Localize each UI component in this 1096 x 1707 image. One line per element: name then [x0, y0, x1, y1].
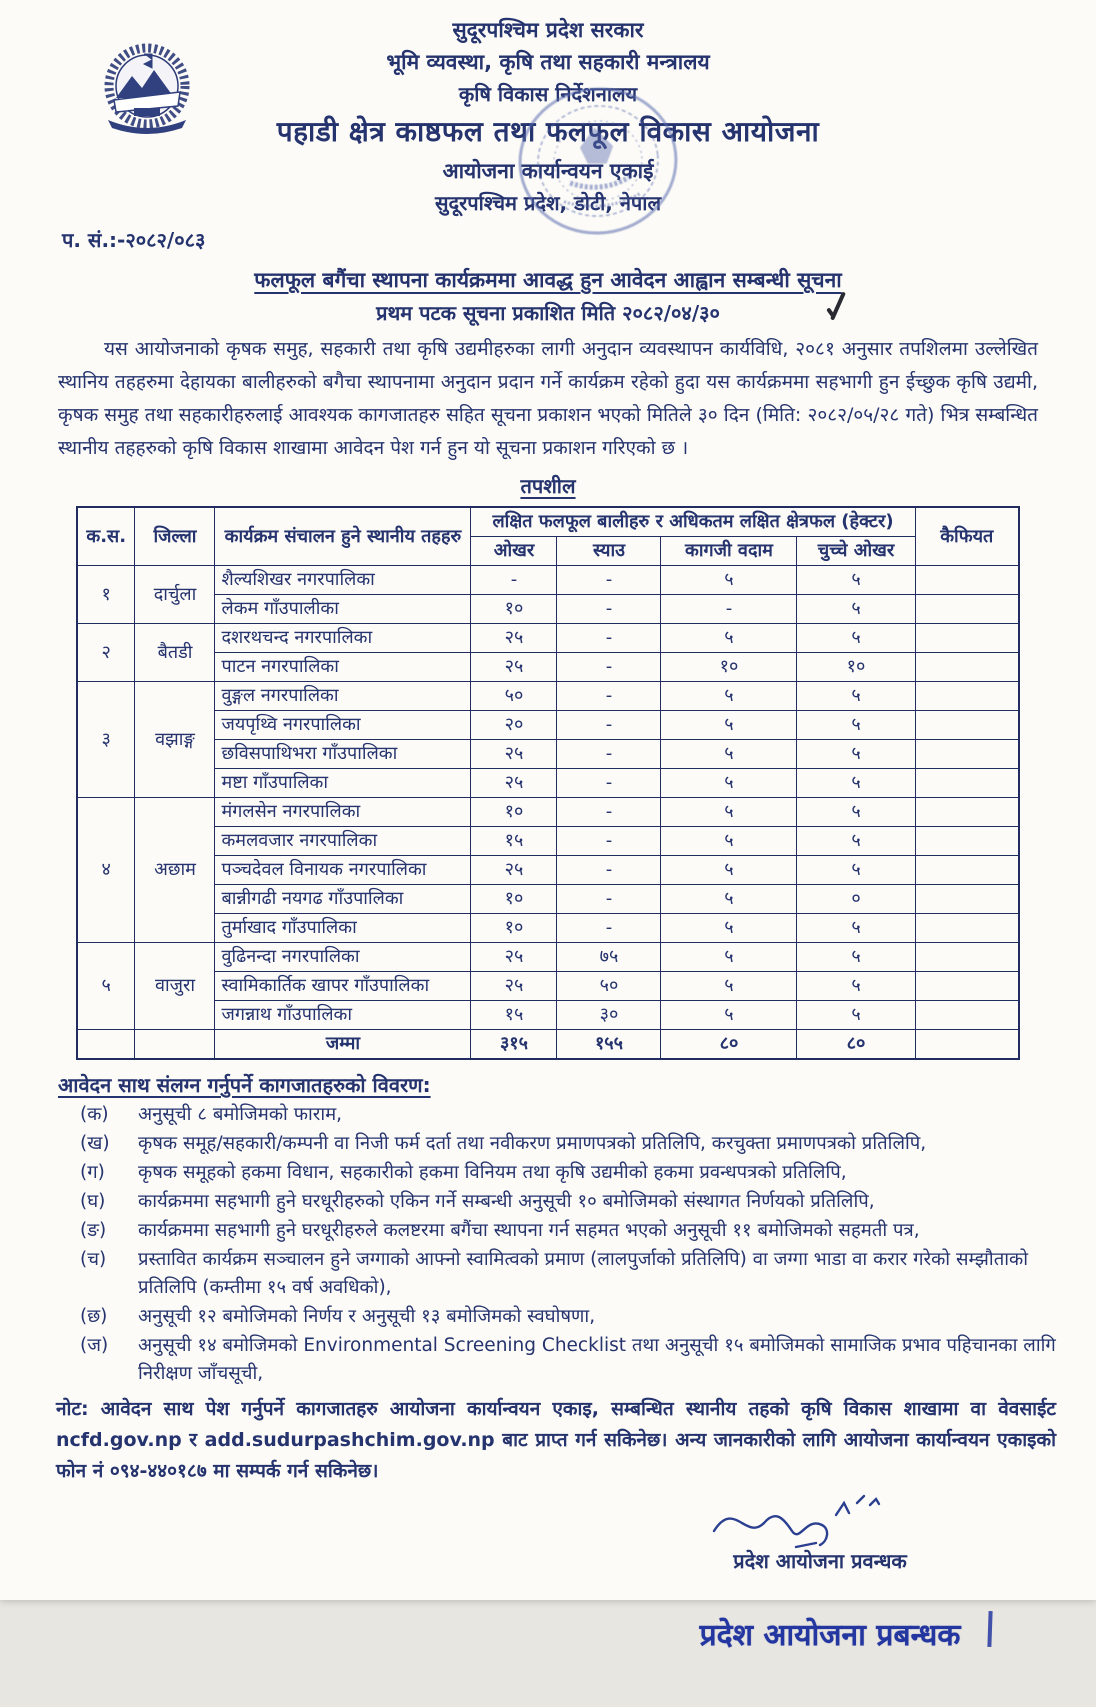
allocation-table: [76, 506, 1020, 1060]
total-label: जम्मा: [215, 1030, 471, 1060]
cell-area-value: -: [557, 711, 661, 740]
cell-serial-number: २: [77, 624, 135, 682]
signatory-title-typed: प्रदेश आयोजना प्रवन्धक: [733, 1549, 907, 1573]
list-item: [80, 1332, 1056, 1388]
cell-remarks: [915, 885, 1019, 914]
cell-area-value: २०: [471, 711, 557, 740]
table-row: [77, 566, 1019, 595]
cell-area-value: ५: [797, 827, 915, 856]
list-item-label: (ग): [80, 1162, 105, 1183]
header-crop-kagaji-badam: कागजी वदाम: [661, 537, 797, 566]
cell-district: वझाङ्ग: [135, 682, 215, 798]
cell-serial-number: ४: [77, 798, 135, 943]
cell-area-value: -: [557, 740, 661, 769]
cell-area-value: ५: [661, 624, 797, 653]
table-row: [77, 740, 1019, 769]
cell-serial-number: १: [77, 566, 135, 624]
cell-area-value: ५: [661, 682, 797, 711]
notice-title: फलफूल बगैंचा स्थापना कार्यक्रममा आवद्ध हुन आवेदन आह्वान सम्बन्धी सूचना: [254, 268, 842, 292]
cell-local-level: स्वामिकार्तिक खापर गाँउपालिका: [215, 972, 471, 1001]
total-value: १५५: [557, 1030, 661, 1060]
cell-local-level: मष्टा गाँउपालिका: [215, 769, 471, 798]
directorate-name: कृषि विकास निर्देशनालय: [458, 82, 638, 106]
list-item-text: कार्यक्रममा सहभागी हुने घरधूरीहरुको एकिन गर्ने सम्बन्धी अनुसूची १० बमोजिमको संस्थागत निर्णयको प्रतिलिपि,: [138, 1191, 875, 1212]
cell-serial-number: [77, 1030, 135, 1060]
cell-remarks: [915, 972, 1019, 1001]
list-item-text: प्रस्तावित कार्यक्रम सञ्चालन हुने जग्गाको आफ्नो स्वामित्वको प्रमाण (लालपुर्जाको प्रतिलिपि) वा जग्गा भाडा वा करार गरेको सम्झौताको प्रतिलिपि (कम्तीमा १५ वर्ष अवधिको),: [138, 1249, 1029, 1298]
cell-area-value: ५: [797, 914, 915, 943]
cell-area-value: -: [557, 682, 661, 711]
list-item-text: अनुसूची १४ बमोजिमको Environmental Screening Checklist तथा अनुसूची १५ बमोजिमको सामाजिक प्रभाव पहिचानका लागि निरीक्षण जाँचसूची,: [138, 1335, 1056, 1384]
header-district: जिल्ला: [135, 507, 215, 566]
cell-area-value: ५: [797, 769, 915, 798]
cell-area-value: ५: [661, 798, 797, 827]
cell-area-value: ५: [797, 711, 915, 740]
cell-serial-number: ५: [77, 943, 135, 1030]
cell-remarks: [915, 943, 1019, 972]
cell-area-value: -: [557, 595, 661, 624]
cell-remarks: [915, 624, 1019, 653]
cell-district: दार्चुला: [135, 566, 215, 624]
table-row: [77, 827, 1019, 856]
cell-area-value: १०: [471, 798, 557, 827]
list-item: [80, 1246, 1056, 1302]
list-item-label: (घ): [80, 1191, 106, 1212]
cell-area-value: ५: [661, 1001, 797, 1030]
cell-district: वाजुरा: [135, 943, 215, 1030]
cell-area-value: ५: [661, 566, 797, 595]
notice-body-paragraph: यस आयोजनाको कृषक समुह, सहकारी तथा कृषि उद्यमीहरुका लागी अनुदान व्यवस्थापन कार्यविधि, २०८१ अनुसार तपशिलमा उल्लेखित स्थानिय तहहरुमा देहायका बालीहरुको बगैचा स्थापनामा अनुदान प्रदान गर्ने कार्यक्रम रहेको हुदा यस कार्यक्रममा सहभागी हुन ईच्छुक कृषि उद्यमी, कृषक समुह तथा सहकारीहरुलाई आवश्यक कागजातहरु सहित सूचना प्रकाशन भएको मितिले ३० दिन (मिति: २०८२/०५/२८ गते) भित्र सम्बन्धित स्थानीय तहहरुको कृषि विकास शाखामा आवेदन पेश गर्न हुन यो सूचना प्रकाशन गरिएको छ ।: [58, 338, 1038, 459]
cell-area-value: -: [557, 769, 661, 798]
cell-area-value: -: [557, 827, 661, 856]
cell-remarks: [915, 827, 1019, 856]
cell-local-level: बान्नीगढी नयगढ गाँउपालिका: [215, 885, 471, 914]
cell-area-value: ५: [661, 711, 797, 740]
table-body: [77, 566, 1019, 1060]
table-row: [77, 798, 1019, 827]
list-item-text: कृषक समूहको हकमा विधान, सहकारीको हकमा विनियम तथा कृषि उद्यमीको हकमा प्रवन्धपत्रको प्रतिलिपि,: [138, 1162, 847, 1183]
list-item-label: (क): [80, 1104, 109, 1125]
cell-area-value: ५: [661, 885, 797, 914]
cell-local-level: तुर्माखाद गाँउपालिका: [215, 914, 471, 943]
nepal-emblem-icon: [94, 42, 200, 142]
cell-area-value: ५: [797, 856, 915, 885]
signature-scribble-icon: [700, 1489, 920, 1553]
cell-area-value: १५: [471, 1001, 557, 1030]
cell-local-level: जयपृथ्वि नगरपालिका: [215, 711, 471, 740]
cell-area-value: ३०: [557, 1001, 661, 1030]
pen-tick-mark: [830, 291, 846, 320]
note-paragraph: नोट: आवेदन साथ पेश गर्नुपर्ने कागजातहरु आयोजना कार्यान्वयन एकाइ, सम्बन्धित स्थानीय तहको कृषि विकास शाखामा वा वेवसाईट ncfd.gov.np र add.sudurpashchim.gov.np बाट प्राप्त गर्न सकिनेछ। अन्य जानकारीको लागि आयोजना कार्यान्वयन एकाइको फोन नं ०९४-४४०१८७ मा सम्पर्क गर्न सकिनेछ।: [56, 1398, 1056, 1482]
cell-serial-number: ३: [77, 682, 135, 798]
cell-area-value: ५: [797, 682, 915, 711]
government-name: सुदूरपश्चिम प्रदेश सरकार: [452, 18, 644, 42]
cell-area-value: ५०: [557, 972, 661, 1001]
cell-area-value: -: [471, 566, 557, 595]
cell-area-value: -: [557, 885, 661, 914]
cell-area-value: -: [557, 653, 661, 682]
list-item-text: कृषक समूह/सहकारी/कम्पनी वा निजी फर्म दर्ता तथा नवीकरण प्रमाणपत्रको प्रतिलिपि, करचुक्ता प्रमाणपत्रको प्रतिलिपि,: [138, 1133, 927, 1154]
cell-area-value: २५: [471, 943, 557, 972]
cell-area-value: ५: [797, 740, 915, 769]
cell-area-value: २५: [471, 972, 557, 1001]
cell-area-value: -: [557, 624, 661, 653]
documents-list: [0, 1101, 1096, 1388]
cell-area-value: ५: [797, 972, 915, 1001]
list-item: [80, 1101, 1056, 1129]
cell-area-value: ७५: [557, 943, 661, 972]
cell-area-value: ०: [797, 885, 915, 914]
list-item: [80, 1188, 1056, 1216]
cell-district: [135, 1030, 215, 1060]
cell-local-level: दशरथचन्द नगरपालिका: [215, 624, 471, 653]
stamp-tick-mark: [987, 1611, 992, 1647]
table-row: [77, 885, 1019, 914]
cell-remarks: [915, 566, 1019, 595]
list-item: [80, 1217, 1056, 1245]
header-crop-okhar: ओखर: [471, 537, 557, 566]
table-caption: तपशील: [520, 474, 576, 498]
cell-local-level: लेकम गाँउपालीका: [215, 595, 471, 624]
table-row: [77, 972, 1019, 1001]
cell-remarks: [915, 1030, 1019, 1060]
list-item-label: (ङ): [80, 1220, 107, 1241]
cell-area-value: -: [661, 595, 797, 624]
implementation-unit: आयोजना कार्यान्वयन एकाई: [442, 159, 654, 183]
cell-remarks: [915, 769, 1019, 798]
header-local-level: कार्यक्रम संचालन हुने स्थानीय तहहरु: [215, 507, 471, 566]
cell-remarks: [915, 740, 1019, 769]
cell-area-value: ५: [797, 595, 915, 624]
cell-area-value: ५: [797, 943, 915, 972]
list-item-label: (छ): [80, 1306, 108, 1327]
cell-local-level: पाटन नगरपालिका: [215, 653, 471, 682]
table-row: [77, 595, 1019, 624]
cell-remarks: [915, 711, 1019, 740]
cell-district: अछाम: [135, 798, 215, 943]
cell-remarks: [915, 856, 1019, 885]
table-row: [77, 769, 1019, 798]
cell-area-value: ५: [661, 914, 797, 943]
signatory-title-stamp: प्रदेश आयोजना प्रबन्धक: [699, 1618, 961, 1653]
cell-remarks: [915, 914, 1019, 943]
list-item: [80, 1303, 1056, 1331]
cell-remarks: [915, 798, 1019, 827]
table-row: [77, 624, 1019, 653]
total-value: ८०: [661, 1030, 797, 1060]
cell-area-value: ५: [797, 566, 915, 595]
project-name: पहाडी क्षेत्र काष्ठफल तथा फलफूल विकास आयोजना: [276, 115, 820, 148]
cell-area-value: १०: [797, 653, 915, 682]
header-crops-group: लक्षित फलफूल बालीहरु र अधिकतम लक्षित क्षेत्रफल (हेक्टर): [471, 507, 915, 537]
total-value: ८०: [797, 1030, 915, 1060]
table-row: [77, 943, 1019, 972]
cell-area-value: ५: [797, 1001, 915, 1030]
table-header-row-1: [77, 507, 1019, 537]
cell-area-value: २५: [471, 769, 557, 798]
cell-area-value: ५: [661, 972, 797, 1001]
cell-area-value: -: [557, 798, 661, 827]
signature-block: [0, 1487, 1096, 1707]
cell-area-value: १०: [471, 595, 557, 624]
table-row: [77, 653, 1019, 682]
table-total-row: [77, 1030, 1019, 1060]
table-row: [77, 856, 1019, 885]
cell-area-value: ५: [661, 943, 797, 972]
cell-local-level: पञ्चदेवल विनायक नगरपालिका: [215, 856, 471, 885]
office-location: सुदूरपश्चिम प्रदेश, डोटी, नेपाल: [434, 191, 662, 215]
list-item-text: कार्यक्रममा सहभागी हुने घरधूरीहरुले कलष्टरमा बगैंचा स्थापना गर्न सहमत भएको अनुसूची ११ बमोजिमको सहमती पत्र,: [138, 1220, 920, 1241]
total-value: ३१५: [471, 1030, 557, 1060]
cell-area-value: ५: [797, 624, 915, 653]
cell-local-level: मंगलसेन नगरपालिका: [215, 798, 471, 827]
list-item-text: अनुसूची १२ बमोजिमको निर्णय र अनुसूची १३ बमोजिमको स्वघोषणा,: [138, 1306, 596, 1327]
cell-area-value: १०: [471, 885, 557, 914]
cell-local-level: शैल्यशिखर नगरपालिका: [215, 566, 471, 595]
ministry-name: भूमि व्यवस्था, कृषि तथा सहकारी मन्त्रालय: [386, 50, 710, 74]
list-item-label: (ज): [80, 1335, 109, 1356]
cell-local-level: कमलवजार नगरपालिका: [215, 827, 471, 856]
publication-date-line: [0, 297, 1096, 329]
cell-remarks: [915, 682, 1019, 711]
table-row: [77, 914, 1019, 943]
cell-area-value: २५: [471, 856, 557, 885]
cell-area-value: १०: [471, 914, 557, 943]
header-crop-syau: स्याउ: [557, 537, 661, 566]
cell-remarks: [915, 595, 1019, 624]
header-sn: क.स.: [77, 507, 135, 566]
header-crop-chuchche-okhar: चुच्चे ओखर: [797, 537, 915, 566]
publication-date-text: प्रथम पटक सूचना प्रकाशित मिति २०८२/०४/३०: [376, 301, 720, 325]
cell-area-value: १०: [661, 653, 797, 682]
cell-remarks: [915, 653, 1019, 682]
cell-district: बैतडी: [135, 624, 215, 682]
cell-area-value: -: [557, 914, 661, 943]
cell-area-value: ५०: [471, 682, 557, 711]
table-row: [77, 711, 1019, 740]
cell-local-level: जगन्नाथ गाँउपालिका: [215, 1001, 471, 1030]
table-row: [77, 682, 1019, 711]
table-row: [77, 1001, 1019, 1030]
cell-area-value: ५: [661, 740, 797, 769]
list-item: [80, 1159, 1056, 1187]
cell-local-level: छविसपाथिभरा गाँउपालिका: [215, 740, 471, 769]
header-remarks: कैफियत: [915, 507, 1019, 566]
reference-number: प. सं.:-२०८२/०८३: [62, 228, 206, 252]
list-item-label: (च): [80, 1249, 107, 1270]
cell-local-level: वुङ्गल नगरपालिका: [215, 682, 471, 711]
documents-heading: आवेदन साथ संलग्न गर्नुपर्ने कागजातहरुको विवरण:: [58, 1073, 431, 1097]
cell-area-value: ५: [661, 769, 797, 798]
list-item-text: अनुसूची ८ बमोजिमको फाराम,: [138, 1104, 343, 1125]
cell-area-value: ५: [661, 827, 797, 856]
cell-area-value: २५: [471, 740, 557, 769]
cell-area-value: -: [557, 856, 661, 885]
list-item-label: (ख): [80, 1133, 110, 1154]
cell-area-value: २५: [471, 624, 557, 653]
cell-local-level: वुढिनन्दा नगरपालिका: [215, 943, 471, 972]
cell-area-value: ५: [797, 798, 915, 827]
cell-remarks: [915, 1001, 1019, 1030]
cell-area-value: -: [557, 566, 661, 595]
cell-area-value: ५: [661, 856, 797, 885]
cell-area-value: २५: [471, 653, 557, 682]
list-item: [80, 1130, 1056, 1158]
cell-area-value: १५: [471, 827, 557, 856]
